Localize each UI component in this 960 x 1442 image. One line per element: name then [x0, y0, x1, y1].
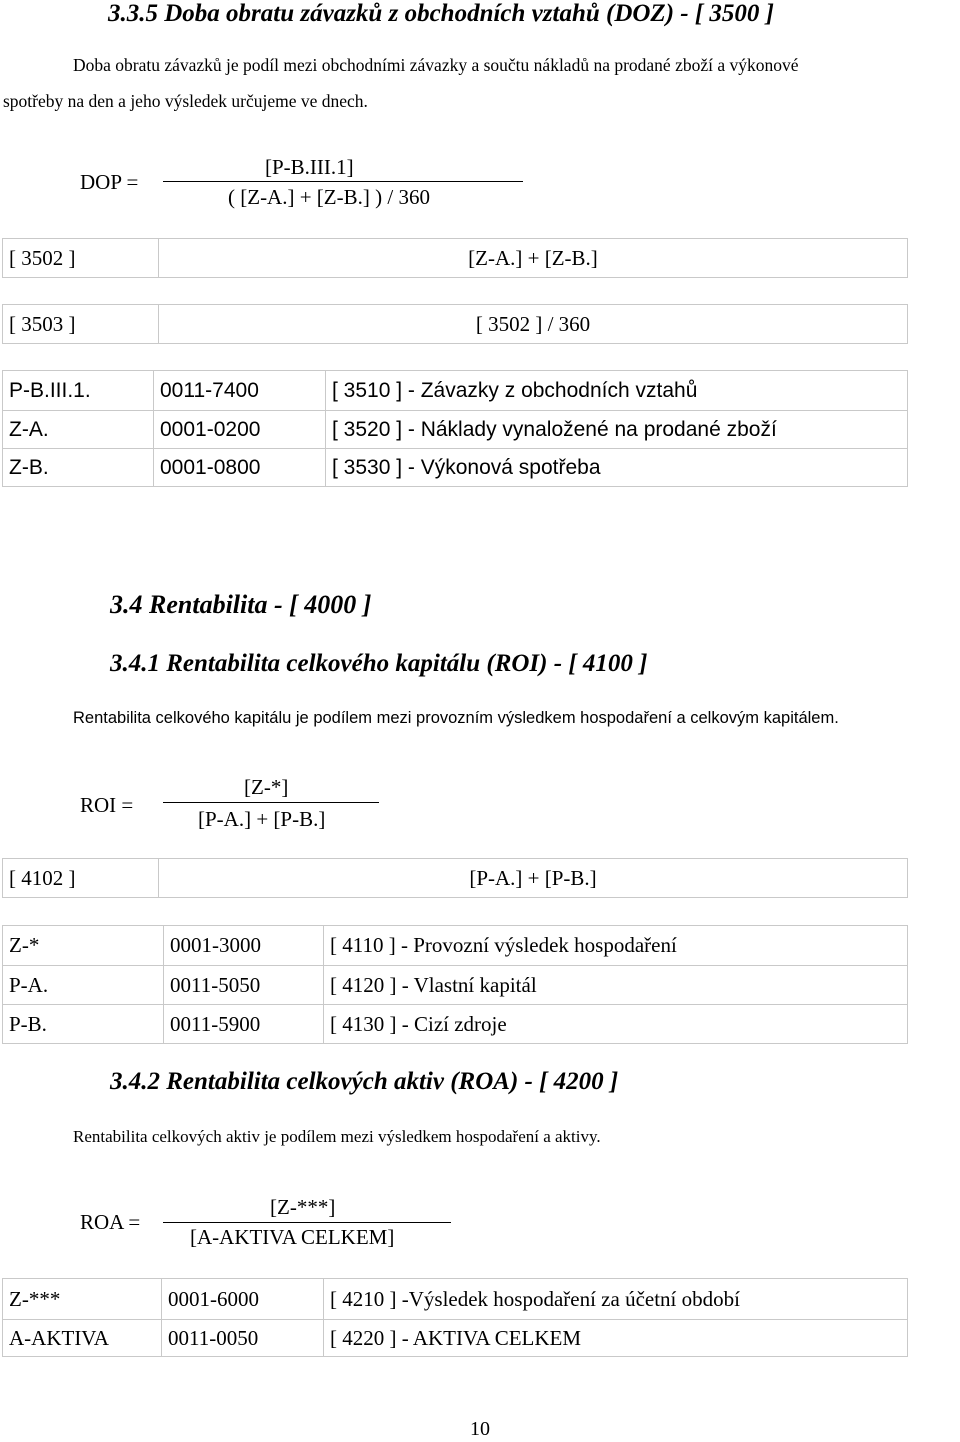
fraction-line [163, 1222, 451, 1223]
section-heading-3-4: 3.4 Rentabilita - [ 4000 ] [110, 590, 372, 619]
formula-numerator: [P-B.III.1] [265, 155, 354, 179]
calc-code: [ 3502 ] [9, 245, 76, 270]
table-row [3, 1279, 907, 1319]
section-heading-3-4-2: 3.4.2 Rentabilita celkových aktiv (ROA) - [ 4200 ] [110, 1068, 619, 1095]
formula-denominator: [P-A.] + [P-B.] [198, 807, 326, 831]
account-range: 0011-7400 [153, 371, 325, 410]
paragraph-roi: Rentabilita celkového kapitálu je podílem mezi provozním výsledkem hospodaření a celkovým kapitálem. [73, 709, 839, 727]
variable-description: [ 4210 ] -Výsledek hospodaření za účetní období [323, 1279, 907, 1319]
account-range: 0001-0800 [153, 449, 325, 486]
account-range: 0001-6000 [161, 1279, 323, 1319]
fraction-line [163, 181, 523, 182]
calc-expression: [P-A.] + [P-B.] [158, 859, 907, 897]
variable-code: Z-A. [9, 417, 49, 441]
formula-denominator: ( [Z-A.] + [Z-B.] ) / 360 [228, 185, 430, 209]
variable-code: Z-* [9, 933, 40, 957]
variable-description: [ 4220 ] - AKTIVA CELKEM [323, 1320, 907, 1356]
calc-box-4102 [2, 858, 908, 898]
variables-table-4200 [2, 1278, 908, 1357]
table-row [3, 410, 907, 448]
variable-description: [ 3530 ] - Výkonová spotřeba [325, 449, 907, 486]
account-range: 0011-5900 [163, 1005, 323, 1043]
paragraph-line-2: spotřeby na den a jeho výsledek určujeme ve dnech. [3, 91, 368, 111]
paragraph-roa: Rentabilita celkových aktiv je podílem mezi výsledkem hospodaření a aktivy. [73, 1127, 601, 1146]
page-number: 10 [470, 1418, 490, 1440]
variable-code: P-A. [9, 972, 49, 997]
table-row [3, 371, 907, 410]
fraction-line [163, 802, 379, 803]
variable-code: A-AKTIVA [9, 1325, 109, 1350]
formula-lhs: DOP = [80, 170, 139, 194]
paragraph-line-1: Doba obratu závazků je podíl mezi obchodními závazky a součtu nákladů na prodané zboží a výkonové [73, 55, 799, 75]
variable-code: Z-*** [9, 1286, 61, 1311]
account-range: 0011-5050 [163, 966, 323, 1004]
table-row [3, 448, 907, 486]
section-heading-3-4-1: 3.4.1 Rentabilita celkového kapitálu (ROI) - [ 4100 ] [110, 650, 648, 677]
variable-description: [ 4130 ] - Cizí zdroje [323, 1005, 907, 1043]
variable-code: Z-B. [9, 455, 49, 479]
formula-lhs: ROI = [80, 793, 134, 817]
calc-box-3503 [2, 304, 908, 344]
variable-code: P-B. [9, 1011, 47, 1036]
calc-box-3502 [2, 238, 908, 278]
table-row [3, 1004, 907, 1043]
formula-numerator: [Z-*] [244, 775, 289, 799]
section-heading-3-3-5: 3.3.5 Doba obratu závazků z obchodních vztahů (DOZ) - [ 3500 ] [108, 0, 775, 27]
variables-table-3500 [2, 370, 908, 487]
calc-code: [ 3503 ] [9, 311, 76, 336]
formula-numerator: [Z-***] [270, 1195, 336, 1219]
account-range: 0011-0050 [161, 1320, 323, 1356]
variables-table-4100 [2, 925, 908, 1044]
formula-lhs: ROA = [80, 1210, 141, 1234]
variable-description: [ 4110 ] - Provozní výsledek hospodaření [323, 926, 907, 965]
calc-expression: [ 3502 ] / 360 [158, 305, 907, 343]
variable-description: [ 4120 ] - Vlastní kapitál [323, 966, 907, 1004]
table-row [3, 965, 907, 1004]
account-range: 0001-3000 [163, 926, 323, 965]
table-row [3, 1319, 907, 1356]
calc-code: [ 4102 ] [9, 865, 76, 890]
formula-denominator: [A-AKTIVA CELKEM] [190, 1225, 395, 1249]
variable-description: [ 3520 ] - Náklady vynaložené na prodané zboží [325, 411, 907, 448]
account-range: 0001-0200 [153, 411, 325, 448]
calc-expression: [Z-A.] + [Z-B.] [158, 239, 907, 277]
table-row [3, 926, 907, 965]
variable-code: P-B.III.1. [9, 378, 91, 402]
variable-description: [ 3510 ] - Závazky z obchodních vztahů [325, 371, 907, 410]
